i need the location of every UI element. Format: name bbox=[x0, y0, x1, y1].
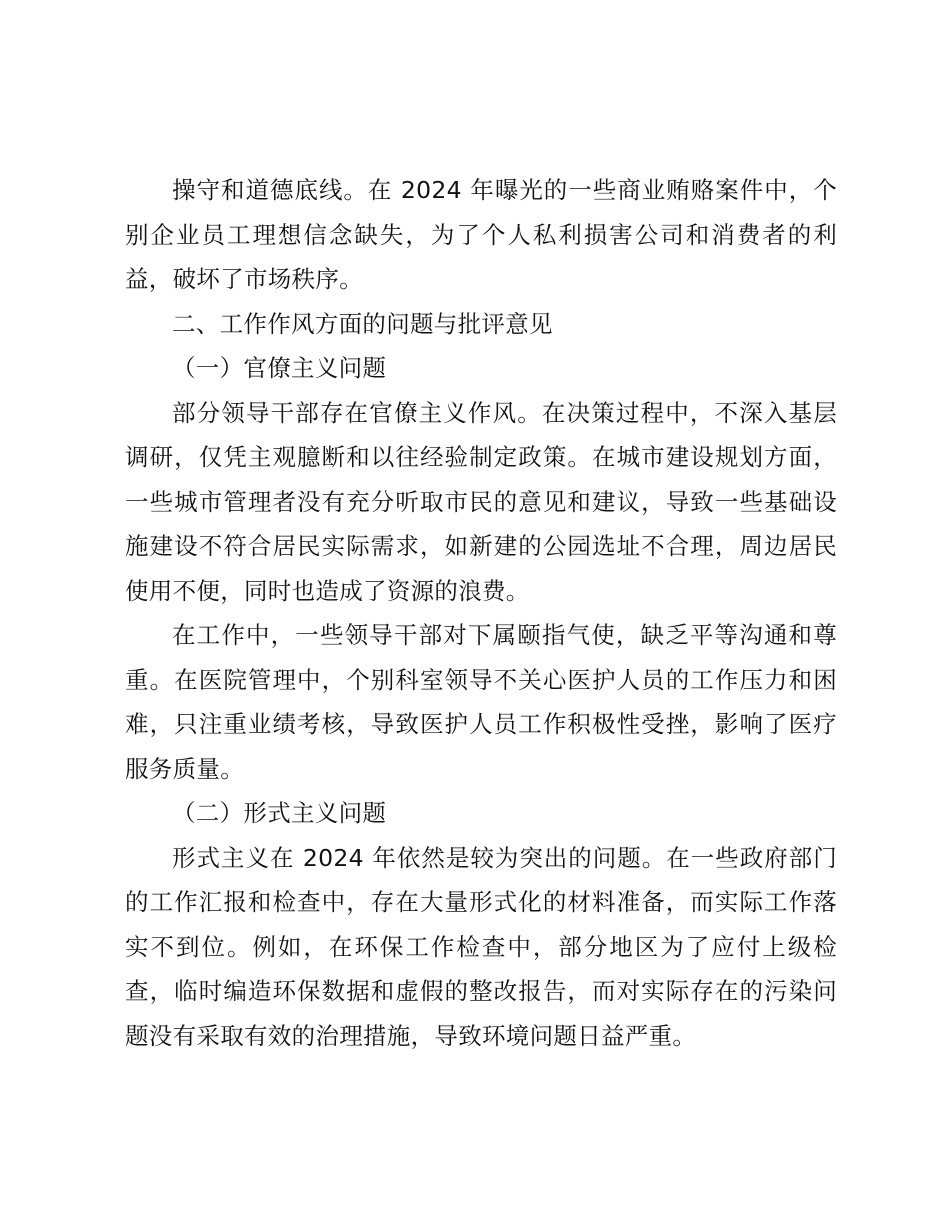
paragraph-business-bribery: 操守和道德底线。在 2024 年曝光的一些商业贿赂案件中，个别企业员工理想信念缺失，为了个人私利损害公司和消费者的利益，破坏了市场秩序。 bbox=[125, 176, 837, 293]
subheading-formalism: （二）形式主义问题 bbox=[172, 799, 387, 827]
document-page bbox=[125, 168, 837, 1058]
section-heading-work-style: 二、工作作风方面的问题与批评意见 bbox=[172, 309, 553, 338]
paragraph-formalism: 形式主义在 2024 年依然是较为突出的问题。在一些政府部门的工作汇报和检查中，存在大量形式化的材料准备，而实际工作落实不到位。例如，在环保工作检查中，部分地区为了应付上级检查，临时编造环保数据和虚假的整改报告，而对实际存在的污染问题没有采取有效的治理措施，导致环境问题日益严重。 bbox=[125, 843, 837, 1050]
paragraph-bureaucratism-decision: 部分领导干部存在官僚主义作风。在决策过程中，不深入基层调研，仅凭主观臆断和以往经验制定政策。在城市建设规划方面，一些城市管理者没有充分听取市民的意见和建议，导致一些基础设施建设不符合居民实际需求，如新建的公园选址不合理，周边居民使用不便，同时也造成了资源的浪费。 bbox=[125, 398, 837, 605]
subheading-bureaucratism: （一）官僚主义问题 bbox=[172, 354, 387, 382]
paragraph-bureaucratism-hospital: 在工作中，一些领导干部对下属颐指气使，缺乏平等沟通和尊重。在医院管理中，个别科室领导不关心医护人员的工作压力和困难，只注重业绩考核，导致医护人员工作积极性受挫，影响了医疗服务质量。 bbox=[125, 621, 837, 783]
